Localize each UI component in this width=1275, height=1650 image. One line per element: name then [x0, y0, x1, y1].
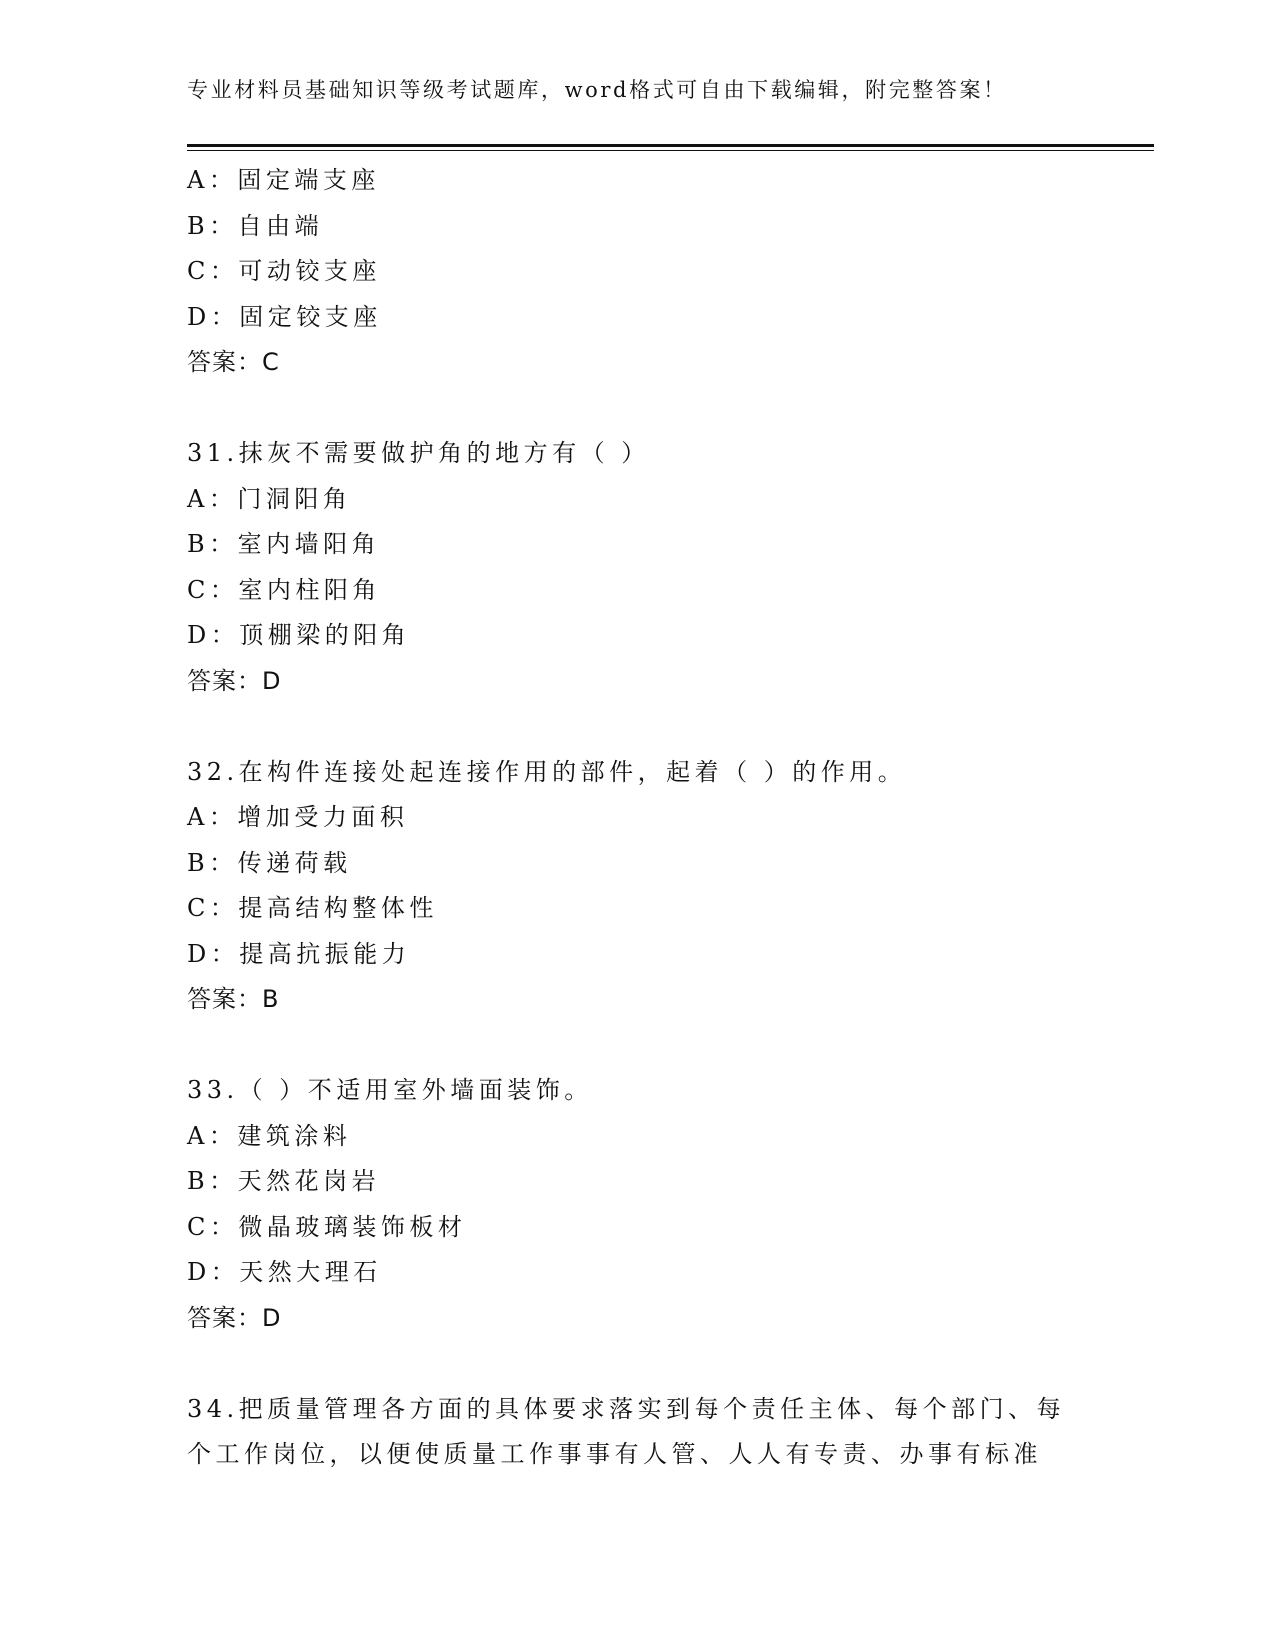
- spacer: [187, 704, 1087, 750]
- question-stem-line-2: 个工作岗位，以便使质量工作事事有人管、人人有专责、办事有标准: [187, 1440, 1042, 1468]
- option-d: D：顶棚梁的阳角: [187, 621, 411, 649]
- page-header: 专业材料员基础知识等级考试题库，word格式可自由下载编辑，附完整答案！: [187, 78, 1007, 102]
- option-b: B：自由端: [187, 211, 324, 240]
- option-c: C：可动铰支座: [187, 257, 381, 285]
- option-a: A：固定端支座: [187, 166, 380, 194]
- spacer: [187, 1341, 1087, 1387]
- option-a: A：建筑涂料: [187, 1121, 352, 1150]
- spacer: [187, 1023, 1087, 1069]
- answer-line: 答案：B: [187, 985, 280, 1013]
- header-rule-thick: [187, 144, 1154, 147]
- question-stem: 32.在构件连接处起连接作用的部件，起着（ ）的作用。: [187, 757, 907, 786]
- question-content: [187, 158, 1087, 1478]
- question-32: [187, 750, 1087, 1023]
- option-d: D：固定铰支座: [187, 302, 382, 331]
- option-c: C：室内柱阳角: [187, 575, 381, 604]
- option-a: A：门洞阳角: [187, 484, 352, 513]
- question-33: [187, 1068, 1087, 1341]
- question-stem: 33.（ ）不适用室外墙面装饰。: [187, 1076, 593, 1104]
- option-c: C：微晶玻璃装饰板材: [187, 1212, 467, 1241]
- option-a: A：增加受力面积: [187, 803, 409, 831]
- spacer: [187, 386, 1087, 432]
- question-stem-line-1: 34.把质量管理各方面的具体要求落实到每个责任主体、每个部门、每: [187, 1394, 1066, 1423]
- answer-line: 答案：D: [187, 666, 282, 695]
- answer-line: 答案：C: [187, 348, 280, 376]
- option-c: C：提高结构整体性: [187, 894, 438, 922]
- question-31: [187, 431, 1087, 704]
- partial-question: [187, 158, 1087, 386]
- option-d: D：提高抗振能力: [187, 939, 411, 968]
- option-d: D：天然大理石: [187, 1258, 382, 1286]
- header-rule-thin: [187, 150, 1154, 151]
- question-stem: 31.抹灰不需要做护角的地方有（ ）: [187, 439, 650, 467]
- option-b: B：室内墙阳角: [187, 530, 381, 558]
- answer-line: 答案：D: [187, 1303, 282, 1332]
- option-b: B：传递荷载: [187, 848, 352, 877]
- question-34: [187, 1387, 1087, 1478]
- option-b: B：天然花岗岩: [187, 1167, 381, 1195]
